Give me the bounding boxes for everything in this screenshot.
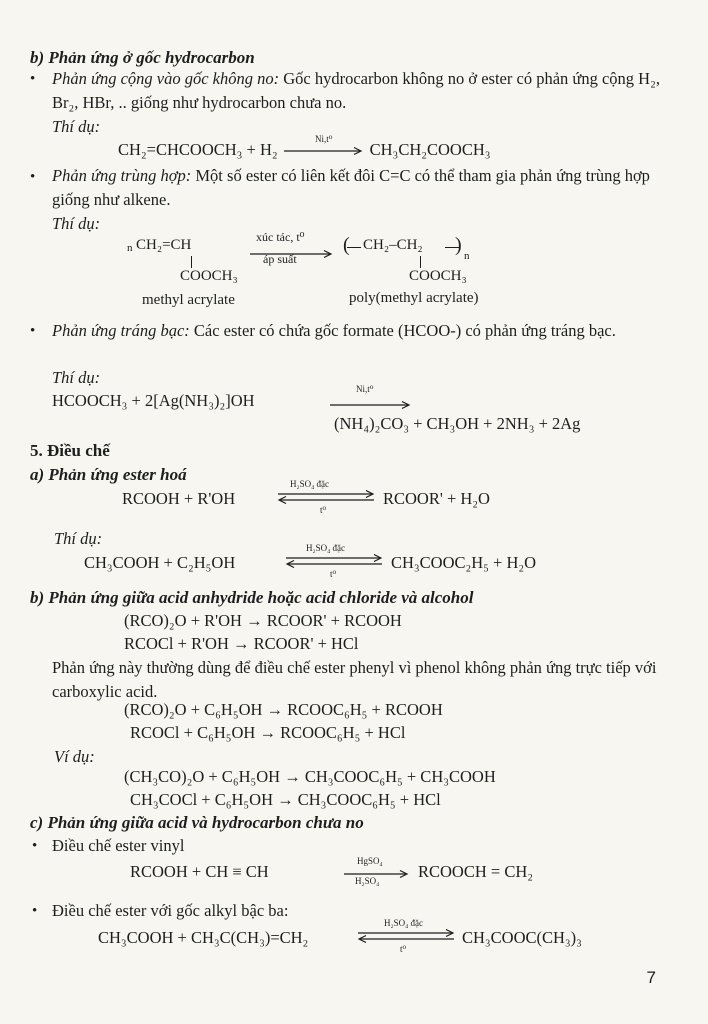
text-addition: Gốc hydrocarbon không no ở ester có phản ứng cộng H₂, Br₂, HBr, .. giống như hydrocarbon chưa no.	[52, 69, 660, 112]
lead-addition: Phản ứng cộng vào gốc không no:	[52, 69, 280, 88]
heading-hydrocarbon-reactions: b) Phản ứng ở gốc hydrocarbon	[30, 48, 255, 67]
eqA2-condition-top: H₂SO₄ đặc	[306, 543, 346, 553]
eqC1-condition-top: HgSO₄	[357, 856, 383, 866]
poly-monomer: CH₂=CH	[136, 237, 192, 253]
bond-line	[420, 256, 421, 268]
page-number: 7	[646, 968, 656, 987]
example-label: Thí dụ:	[52, 368, 101, 387]
poly-product-n: n	[464, 250, 470, 262]
equation-chloride: RCOCl + R'OH → RCOOR' + HCl	[124, 634, 359, 653]
eqA-right: RCOOR' + H₂O	[383, 489, 490, 508]
text-tertiary-alkyl-ester: Điều chế ester với gốc alkyl bậc ba:	[52, 901, 289, 920]
poly-bracket-left: (	[343, 234, 350, 256]
eq3-right: (NH₄)₂CO₃ + CH₃OH + 2NH₃ + 2Ag	[334, 414, 581, 433]
bond-line	[347, 247, 361, 248]
paragraph-phenyl-ester: Phản ứng này thường dùng để điều chế ester phenyl vì phenol không phản ứng trực tiếp với carboxylic acid.	[52, 658, 657, 701]
equation-anhydride: (RCO)₂O + R'OH → RCOOR' + RCOOH	[124, 611, 402, 630]
eqC2-condition-top: H₂SO₄ đặc	[384, 918, 424, 928]
poly-n: n	[127, 242, 133, 254]
poly-product: CH₂–CH₂	[363, 237, 423, 253]
bullet-dot: •	[32, 903, 38, 919]
equation-acetic-anhydride: (CH₃CO)₂O + C₆H₅OH → CH₃COOC₆H₅ + CH₃COOH	[124, 767, 496, 786]
poly-condition-top: xúc tác, t⁰	[256, 230, 305, 244]
eqA-condition-bottom: t⁰	[320, 505, 327, 515]
eqC1-left: RCOOH + CH ≡ CH	[130, 862, 269, 881]
text-vinyl-ester: Điều chế ester vinyl	[52, 836, 185, 855]
poly-product-substituent: COOCH₃	[409, 268, 467, 284]
text-polymerization: Một số ester có liên kết đôi C=C có thể tham gia phản ứng trùng hợp giống như alkene.	[52, 166, 650, 209]
eqA2-condition-bottom: t⁰	[330, 569, 337, 579]
lead-silver-mirror: Phản ứng tráng bạc:	[52, 321, 190, 340]
name-methyl-acrylate: methyl acrylate	[142, 292, 235, 308]
eq3-condition: Ni,t⁰	[356, 384, 374, 394]
eqC1-condition-bottom: H₂SO₄	[355, 876, 380, 886]
equation-anhydride-phenol: (RCO)₂O + C₆H₅OH → RCOOC₆H₅ + RCOOH	[124, 700, 443, 719]
bullet-dot: •	[30, 323, 36, 339]
lead-polymerization: Phản ứng trùng hợp:	[52, 166, 192, 185]
example-label: Thí dụ:	[52, 117, 101, 136]
equation-hydrogenation	[118, 134, 491, 160]
heading-preparation: 5. Điều chế	[30, 441, 110, 460]
poly-bracket-right: )	[455, 234, 462, 256]
eqA2-left: CH₃COOH + C₂H₅OH	[84, 553, 236, 572]
poly-condition-bottom: áp suất	[263, 252, 297, 266]
bullet-dot: •	[30, 169, 36, 185]
eqC1-right: RCOOCH = CH₂	[418, 862, 533, 881]
heading-anhydride-chloride: b) Phản ứng giữa acid anhydride hoặc acid chloride và alcohol	[30, 588, 474, 607]
example-label: Thí dụ:	[52, 214, 101, 233]
reaction-arrow	[284, 134, 364, 156]
eqC2-right: CH₃COOC(CH₃)₃	[462, 928, 582, 947]
reaction-arrow	[330, 397, 412, 415]
paragraph-polymerization	[52, 164, 662, 212]
name-poly-methyl-acrylate: poly(methyl acrylate)	[349, 290, 479, 306]
eqA2-right: CH₃COOC₂H₅ + H₂O	[391, 553, 537, 572]
heading-unsaturated-hydrocarbon: c) Phản ứng giữa acid và hydrocarbon chưa no	[30, 813, 364, 832]
eqC2-condition-bottom: t⁰	[400, 944, 407, 954]
eq3-left: HCOOCH₃ + 2[Ag(NH₃)₂]OH	[52, 391, 255, 410]
bond-line	[191, 256, 192, 268]
example-label: Ví dụ:	[54, 747, 95, 766]
example-label: Thí dụ:	[54, 529, 103, 548]
eqC2-left: CH₃COOH + CH₃C(CH₃)=CH₂	[98, 928, 309, 947]
eq1-condition: Ni,t⁰	[314, 134, 333, 145]
equation-acetyl-chloride: CH₃COCl + C₆H₅OH → CH₃COOC₆H₅ + HCl	[130, 790, 441, 809]
equation-chloride-phenol: RCOCl + C₆H₅OH → RCOOC₆H₅ + HCl	[130, 723, 406, 742]
bullet-dot: •	[30, 71, 36, 87]
eq1-right: CH₃CH₂COOCH₃	[369, 140, 491, 159]
paragraph-addition	[52, 67, 662, 115]
paragraph-silver-mirror	[52, 319, 662, 343]
eq1-left: CH₂=CHCOOCH₃ + H₂	[118, 140, 278, 159]
heading-esterification: a) Phản ứng ester hoá	[30, 465, 187, 484]
poly-monomer-substituent: COOCH₃	[180, 268, 238, 284]
bullet-dot: •	[32, 838, 38, 854]
eqA-condition-top: H₂SO₄ đặc	[290, 479, 330, 489]
eqA-left: RCOOH + R'OH	[122, 489, 236, 508]
text-silver-mirror: Các ester có chứa gốc formate (HCOO-) có phản ứng tráng bạc.	[189, 321, 616, 340]
